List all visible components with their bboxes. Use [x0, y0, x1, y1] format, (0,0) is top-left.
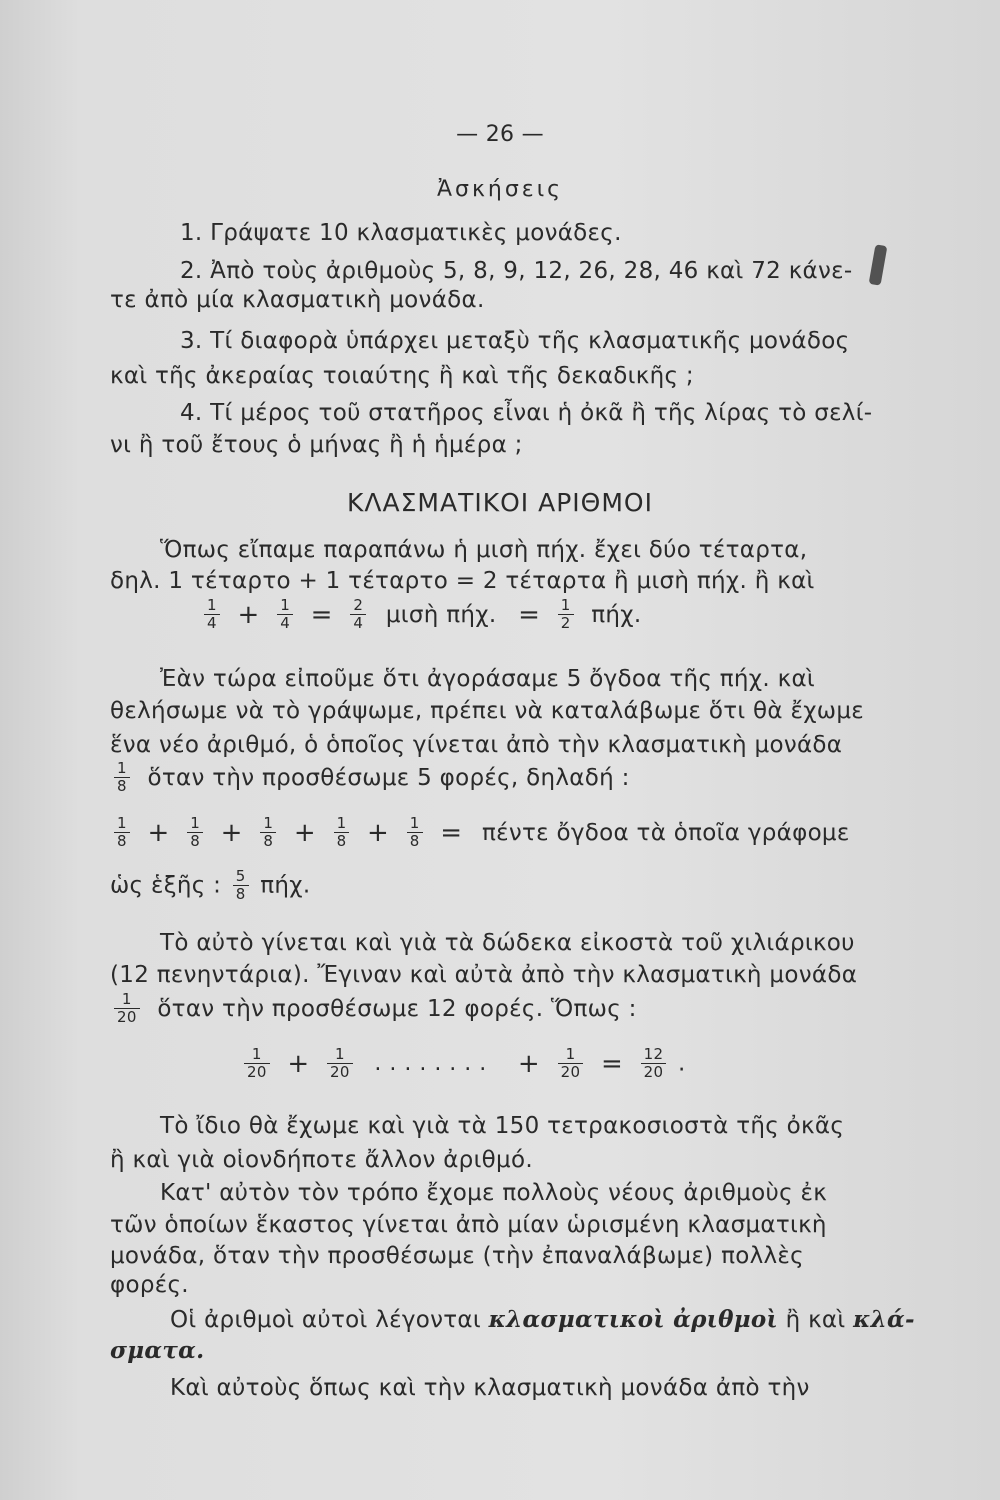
exercise-1: 1. Γράψατε 10 κλασματικὲς μονάδες.	[180, 220, 622, 246]
paragraph-3-line-2: (12 πενηντάρια). Ἔγιναν καὶ αὐτὰ ἀπὸ τὴν κλασματικὴ μονάδα	[110, 962, 858, 988]
equals-sign: =	[440, 817, 463, 848]
fraction-1-8: $\frac{1}{8}$	[114, 760, 130, 795]
fraction-1-8: $\frac{1}{8}$	[260, 815, 276, 850]
paragraph-6-line-2	[110, 1337, 204, 1364]
equation-2-text: πέντε ὄγδοα τὰ ὁποῖα γράφομε	[481, 819, 850, 846]
paragraph-5-line-3: μονάδα, ὅταν τὴν προσθέσωμε (τὴν ἐπαναλάβωμε) πολλὲς	[110, 1243, 804, 1269]
equation-1-unit: πήχ.	[591, 601, 642, 628]
fraction-1-4-a: $\frac{1}{4}$	[204, 597, 220, 632]
paragraph-6-text-a: Οἱ ἀριθμοὶ αὐτοὶ λέγονται	[170, 1307, 481, 1333]
paragraph-1-line-1: Ὅπως εἴπαμε παραπάνω ἡ μισὴ πήχ. ἔχει δύο τέταρτα,	[160, 537, 808, 563]
plus-sign: +	[220, 817, 243, 848]
fraction-1-4-b: $\frac{1}{4}$	[277, 597, 293, 632]
equals-sign: =	[310, 599, 333, 630]
equation-1-text: μισὴ πήχ.	[385, 601, 497, 628]
plus-sign: +	[147, 817, 170, 848]
ellipsis-dots: ........	[374, 1051, 495, 1076]
paragraph-2-line-3: ἕνα νέο ἀριθμό, ὁ ὁποῖος γίνεται ἀπὸ τὴν κλασματικὴ μονάδα	[110, 732, 843, 758]
plus-sign: +	[367, 817, 390, 848]
term-fractions-part-2: σματα.	[110, 1337, 205, 1364]
fraction-1-20: $\frac{1}{20}$	[244, 1046, 270, 1081]
paragraph-4-line-2: ἢ καὶ γιὰ οἱονδήποτε ἄλλον ἀριθμό.	[110, 1147, 533, 1173]
paragraph-5-line-1: Κατ' αὐτὸν τὸν τρόπο ἔχομε πολλοὺς νέους ἀριθμοὺς ἐκ	[160, 1180, 828, 1206]
period: .	[677, 1050, 686, 1077]
exercise-4-line-2: νι ἢ τοῦ ἔτους ὁ μήνας ἢ ἡ ἡμέρα ;	[110, 432, 523, 458]
equation-1	[200, 597, 642, 632]
exercise-2-line-2: τε ἀπὸ μία κλασματικὴ μονάδα.	[110, 287, 485, 313]
paragraph-3-line-3	[110, 991, 637, 1026]
equation-2	[110, 815, 850, 850]
fraction-1-2: $\frac{1}{2}$	[558, 597, 574, 632]
exercise-3-line-1: 3. Τί διαφορὰ ὑπάρχει μεταξὺ τῆς κλασματικῆς μονάδος	[180, 328, 850, 354]
paragraph-6-text-c: ἢ καὶ	[785, 1307, 846, 1333]
exercise-4-line-1: 4. Τί μέρος τοῦ στατῆρος εἶναι ἡ ὀκᾶ ἢ τῆς λίρας τὸ σελί-	[180, 400, 873, 426]
paragraph-5-line-4: φορές.	[110, 1272, 189, 1298]
fraction-2-4: $\frac{2}{4}$	[350, 597, 366, 632]
plus-sign: +	[287, 1048, 310, 1079]
paragraph-2-line-1: Ἐὰν τώρα εἰποῦμε ὅτι ἀγοράσαμε 5 ὄγδοα τῆς πήχ. καὶ	[160, 666, 816, 692]
paragraph-7-line-1: Καὶ αὐτοὺς ὅπως καὶ τὴν κλασματικὴ μονάδα ἀπὸ τὴν	[170, 1375, 810, 1401]
paragraph-5-line-2: τῶν ὁποίων ἕκαστος γίνεται ἀπὸ μίαν ὡρισμένη κλασματικὴ	[110, 1212, 827, 1238]
fraction-1-20: $\frac{1}{20}$	[327, 1046, 353, 1081]
exercise-2-line-1	[180, 258, 985, 284]
exercise-2-text: 2. Ἀπὸ τοὺς ἀριθμοὺς 5, 8, 9, 12, 26, 28, 46 καὶ 72 κάνε-	[180, 258, 853, 284]
plus-sign: +	[293, 817, 316, 848]
fraction-1-8: $\frac{1}{8}$	[407, 815, 423, 850]
paragraph-2-line-2: θελήσωμε νὰ τὸ γράψωμε, πρέπει νὰ καταλάβωμε ὅτι θὰ ἔχωμε	[110, 698, 865, 724]
equals-sign: =	[518, 599, 541, 630]
paragraph-4-line-1: Τὸ ἴδιο θὰ ἔχωμε καὶ γιὰ τὰ 150 τετρακοσιοστὰ τῆς ὀκᾶς	[160, 1113, 845, 1139]
fraction-1-20: $\frac{1}{20}$	[114, 991, 140, 1026]
fraction-12-20: $\frac{12}{20}$	[641, 1046, 667, 1081]
section-title: ΚΛΑΣΜΑΤΙΚΟΙ ΑΡΙΘΜΟΙ	[347, 488, 653, 517]
equation-2b-text: ὡς ἑξῆς :	[110, 872, 222, 899]
equation-2b	[110, 868, 311, 903]
paragraph-3-line-3-text: ὅταν τὴν προσθέσωμε 12 φορές. Ὅπως :	[157, 995, 637, 1022]
fraction-1-8: $\frac{1}{8}$	[187, 815, 203, 850]
page-number: — 26 —	[456, 122, 544, 147]
paragraph-6-line-1	[170, 1306, 915, 1333]
term-fractions-part-1: κλά-	[853, 1306, 915, 1333]
equation-3	[240, 1046, 686, 1081]
exercise-3-line-2: καὶ τῆς ἀκεραίας τοιαύτης ἢ καὶ τῆς δεκαδικῆς ;	[110, 363, 694, 389]
paragraph-2-line-4	[110, 760, 630, 795]
fraction-5-8: $\frac{5}{8}$	[233, 868, 249, 903]
term-fractional-numbers: κλασματικοὶ ἀριθμοὶ	[488, 1306, 778, 1333]
paragraph-2-line-4-text: ὅταν τὴν προσθέσωμε 5 φορές, δηλαδή :	[147, 764, 630, 791]
equation-2b-unit: πήχ.	[260, 872, 311, 899]
exercises-heading: Ἀσκήσεις	[436, 177, 564, 202]
fraction-1-8: $\frac{1}{8}$	[114, 815, 130, 850]
plus-sign: +	[517, 1048, 541, 1079]
plus-sign: +	[237, 599, 260, 630]
paragraph-3-line-1: Τὸ αὐτὸ γίνεται καὶ γιὰ τὰ δώδεκα εἰκοστὰ τοῦ χιλιάρικου	[160, 930, 855, 956]
paragraph-1-line-2: δηλ. 1 τέταρτο + 1 τέταρτο = 2 τέταρτα ἢ μισὴ πήχ. ἢ καὶ	[110, 568, 815, 594]
equals-sign: =	[600, 1048, 624, 1079]
fraction-1-20: $\frac{1}{20}$	[558, 1046, 584, 1081]
fraction-1-8: $\frac{1}{8}$	[334, 815, 350, 850]
